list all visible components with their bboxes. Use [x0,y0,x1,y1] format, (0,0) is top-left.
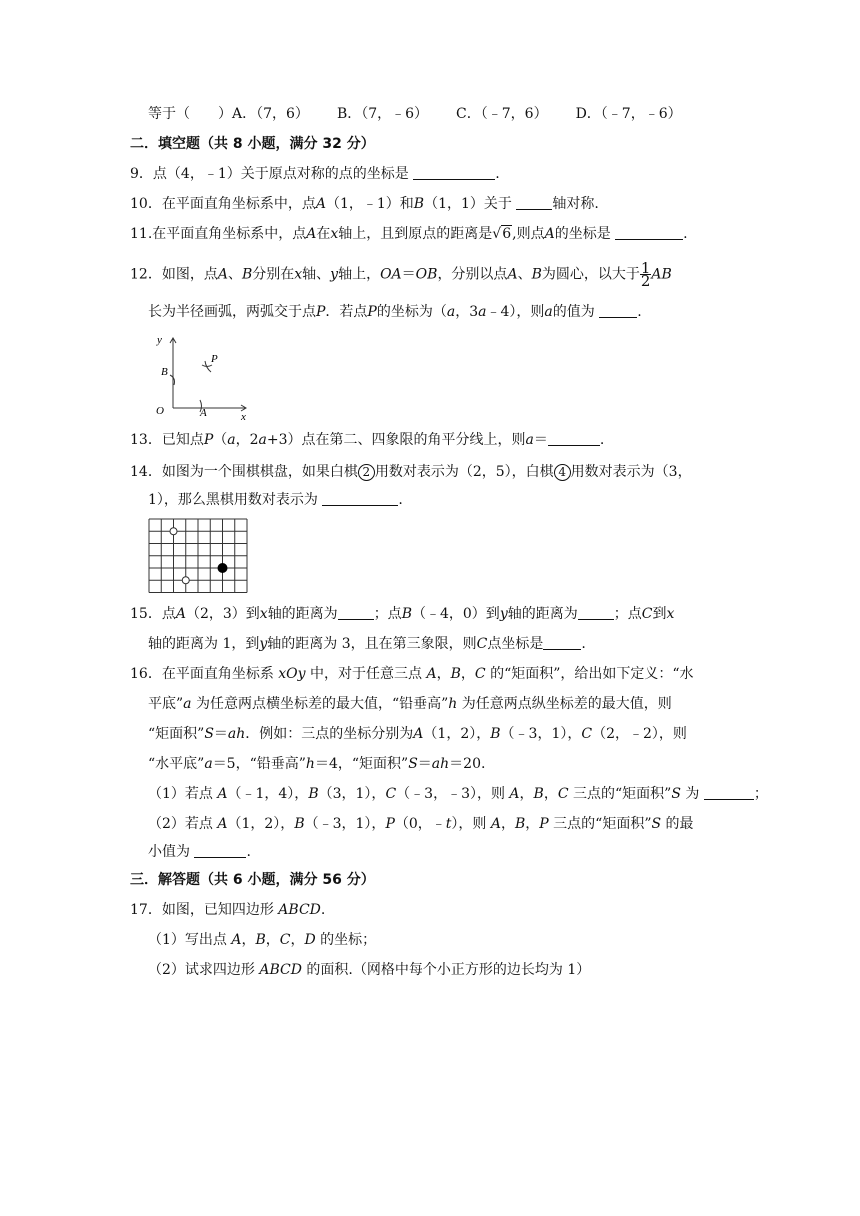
q8-option-c: C．（﹣7，6） [456,106,548,122]
arc-near-b [170,375,175,385]
section-3-heading: 三．解答题（共 6 小题，满分 56 分） [130,872,375,888]
q15-blank-2[interactable] [578,605,614,620]
q11-answer-blank[interactable] [615,225,683,240]
question-9: 9．点（4，﹣1）关于原点对称的点的坐标是 . [130,166,500,182]
label-p: P [211,353,218,365]
question-16-line-4: “水平底”a＝5，“铅垂高”h＝4，“矩面积”S＝ah＝20. [148,756,486,772]
white-stone-2-mark: 2 [358,464,375,481]
q12-coordinate-figure [148,328,258,420]
q16-blank-2[interactable] [194,843,246,858]
label-y: y [157,334,162,346]
question-14-line-2: 1），那么黑棋用数对表示为 . [148,492,403,508]
white-stone-2 [170,528,177,535]
question-13: 13．已知点P（a，2a+3）点在第二、四象限的角平分线上，则a＝ . [130,432,605,448]
q8-options [148,104,682,124]
q8-prefix: 等于（ ） [148,106,232,122]
q8-option-a: A．（7，6） [232,106,309,122]
q16-blank-1[interactable] [704,785,754,800]
question-17: 17．如图，已知四边形 ABCD. [130,902,326,918]
q9-answer-blank[interactable] [413,165,495,180]
label-a: A [200,407,207,419]
question-15-line-1: 15．点A（2，3）到x轴的距离为 ；点B（﹣4，0）到y轴的距离为 ；点C到x [130,606,675,622]
question-15-line-2: 轴的距离为 1，到y轴的距离为 3，且在第三象限，则C点坐标是 . [148,636,586,652]
q10-answer-blank[interactable] [516,195,552,210]
question-16-line-3: “矩面积”S＝ah．例如：三点的坐标分别为A（1，2），B（﹣3，1），C（2，﹣2），则 [148,726,687,742]
label-b: B [161,366,168,378]
white-stone-4-mark: 4 [554,464,571,481]
question-10: 10．在平面直角坐标系中，点A（1，﹣1）和B（1，1）关于 轴对称. [130,196,599,212]
q14-answer-blank[interactable] [322,491,398,506]
black-stone [218,563,228,573]
question-16-part-2-cont: 小值为 . [148,844,251,860]
question-16-part-2: （2）若点 A（1，2），B（﹣3，1），P（0，﹣t），则 A，B，P 三点的“矩面积”S 的最 [148,816,694,832]
question-12-line-2: 长为半径画弧，两弧交于点P．若点P的坐标为（a，3a﹣4），则a的值为 . [148,304,642,320]
q15-blank-1[interactable] [338,605,374,620]
q8-option-b: B．（7，﹣6） [336,106,429,122]
question-16-part-1: （1）若点 A（﹣1，4），B（3，1），C（﹣3，﹣3），则 A，B，C 三点的“矩面积”S 为 ； [148,786,768,802]
question-17-part-1: （1）写出点 A，B，C，D 的坐标； [148,932,377,948]
question-17-part-2: （2）试求四边形 ABCD 的面积.（网格中每个小正方形的边长均为 1） [148,962,591,978]
question-12-line-1: 12．如图，点A、B分别在x轴、y轴上，OA＝OB，分别以点A、B为圆心，以大于 $\frac{1}{2}$ AB [130,259,672,290]
fraction-one-half: $\frac{1}{2}$ [640,259,651,290]
section-2-heading: 二．填空题（共 8 小题，满分 32 分） [130,136,375,152]
label-x: x [241,411,246,420]
white-stone-4 [182,577,189,584]
question-14-line-1: 14．如图为一个围棋棋盘，如果白棋 2 用数对表示为（2，5），白棋 4 用数对表示为（3， [130,464,692,480]
label-o: O [156,405,164,417]
q13-answer-blank[interactable] [548,431,600,446]
question-11: 11.在平面直角坐标系中，点A在x轴上，且到原点的距离是√6,则点A的坐标是 . [130,226,688,242]
question-16-line-1: 16．在平面直角坐标系 xOy 中，对于任意三点 A，B，C 的“矩面积”，给出如下定义：“水 [130,666,694,682]
q15-blank-3[interactable] [543,635,581,650]
q12-answer-blank[interactable] [599,303,637,318]
go-board-grid [149,519,247,593]
q8-option-d: D．（﹣7，﹣6） [575,106,682,122]
sqrt-six: √6 [492,226,512,242]
question-16-line-2: 平底”a 为任意两点横坐标差的最大值，“铅垂高”h 为任意两点纵坐标差的最大值，则 [148,696,672,712]
go-board-figure [148,518,250,594]
